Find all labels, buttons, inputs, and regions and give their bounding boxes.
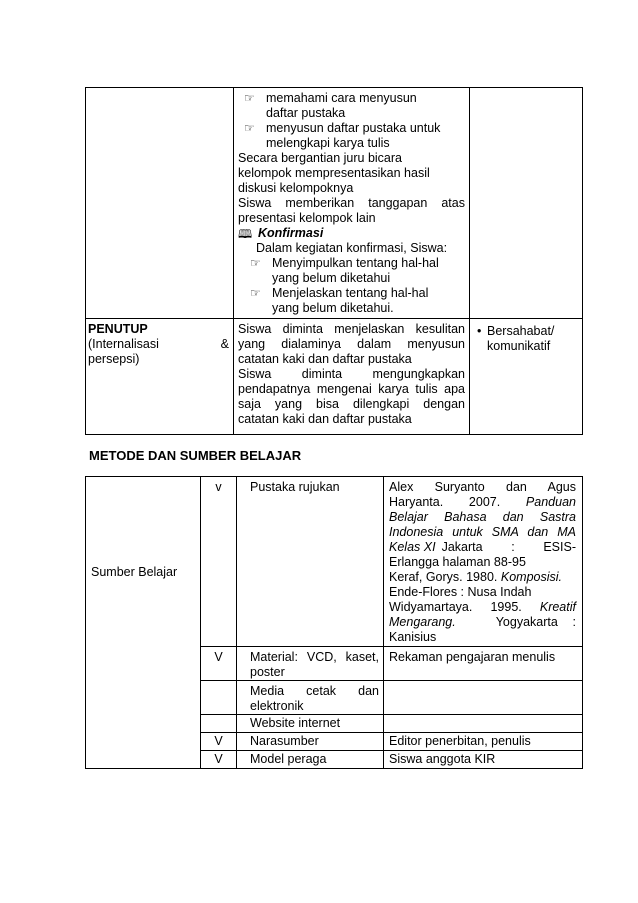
sumber-belajar-table bbox=[85, 476, 583, 769]
bullet-icon: • bbox=[477, 324, 482, 338]
desc-cell: Editor penerbitan, penulis bbox=[384, 733, 583, 751]
stage-title: PENUTUP bbox=[88, 322, 148, 336]
value-cell bbox=[470, 319, 583, 435]
item-cell: Narasumber bbox=[237, 733, 384, 751]
references-cell: Alex Suryanto dan Agus Haryanta. 2007. Panduan Belajar Bahasa dan Sastra Indonesia untuk SMA dan MA Kelas XI Jakarta : ESIS- Erlangga halaman 88-95 Keraf, Gorys. 1980. Komposisi. Ende-Flores : Nusa Indah Widyamartaya. 1995. Kreatif Mengarang. Yogyakarta : Kanisius bbox=[384, 477, 583, 647]
pointing-hand-icon: ☞ bbox=[250, 286, 261, 300]
continued-row bbox=[86, 88, 583, 319]
item-cell: Pustaka rujukan bbox=[237, 477, 384, 647]
table-row bbox=[86, 477, 583, 647]
book-icon: 🕮 bbox=[238, 227, 253, 241]
activity-cell: Siswa diminta menjelaskan kesulitan yang dialaminya dalam menyusun catatan kaki dan daftar pustaka Siswa diminta mengungkapkan pendapatnya mengenai karya tulis apa saja yang bisa dilengkapi dengan catatan kaki dan daftar pustaka bbox=[234, 319, 470, 435]
pointing-hand-icon: ☞ bbox=[244, 91, 255, 105]
list-item: ☞ memahami cara menyusun daftar pustaka bbox=[244, 91, 417, 120]
list-item: ☞ Menyimpulkan tentang hal-hal yang belum diketahui bbox=[250, 256, 439, 285]
check-cell: v bbox=[201, 477, 237, 647]
value-cell-empty bbox=[470, 88, 583, 319]
list-item: ☞ Menjelaskan tentang hal-hal yang belum diketahui. bbox=[250, 286, 429, 315]
activity-cell: ☞ memahami cara menyusun daftar pustaka ☞ menyusun daftar pustaka untuk melengkapi karya tulis Secara bergantian juru bicara kelompok mempresentasikan hasil diskusi kelompoknya Siswa memberikan tanggapan atas presentasi kelompok lain 🕮 Konfirmasi Dalam kegiatan konfirmasi, Siswa: ☞ Menyimpulkan tentang hal-hal yang belum diketahui ☞ Menjelaskan tentang hal-hal yang belum diketahui. bbox=[234, 88, 470, 319]
item-cell: Model peraga bbox=[237, 751, 384, 769]
desc-cell: Siswa anggota KIR bbox=[384, 751, 583, 769]
sumber-label-cell: Sumber Belajar bbox=[86, 477, 201, 769]
pointing-hand-icon: ☞ bbox=[250, 256, 261, 270]
check-cell: V bbox=[201, 751, 237, 769]
paragraph: Siswa memberikan tanggapan atas presentasi kelompok lain bbox=[238, 196, 465, 225]
pointing-hand-icon: ☞ bbox=[244, 121, 255, 135]
check-cell: V bbox=[201, 647, 237, 681]
check-cell bbox=[201, 715, 237, 733]
desc-cell bbox=[384, 715, 583, 733]
item-cell: Website internet bbox=[237, 715, 384, 733]
stage-cell: PENUTUP (Internalisasi & persepsi) bbox=[86, 319, 234, 435]
penutup-row bbox=[86, 319, 583, 435]
check-cell bbox=[201, 681, 237, 715]
stage-cell-empty bbox=[86, 88, 234, 319]
section-heading: METODE DAN SUMBER BELAJAR bbox=[89, 448, 302, 463]
konfirmasi-heading: 🕮 Konfirmasi bbox=[238, 226, 324, 241]
activity-table bbox=[85, 87, 583, 435]
check-cell: V bbox=[201, 733, 237, 751]
list-item: ☞ menyusun daftar pustaka untuk melengkapi karya tulis bbox=[244, 121, 441, 150]
paragraph: Secara bergantian juru bicara kelompok mempresentasikan hasil diskusi kelompoknya bbox=[238, 151, 430, 195]
stage-subtitle: (Internalisasi & bbox=[88, 337, 229, 351]
desc-cell: Rekaman pengajaran menulis bbox=[384, 647, 583, 681]
desc-cell bbox=[384, 681, 583, 715]
value-item: • Bersahabat/ komunikatif bbox=[477, 324, 555, 353]
item-cell: Material: VCD, kaset, poster bbox=[237, 647, 384, 681]
item-cell: Media cetak dan elektronik bbox=[237, 681, 384, 715]
